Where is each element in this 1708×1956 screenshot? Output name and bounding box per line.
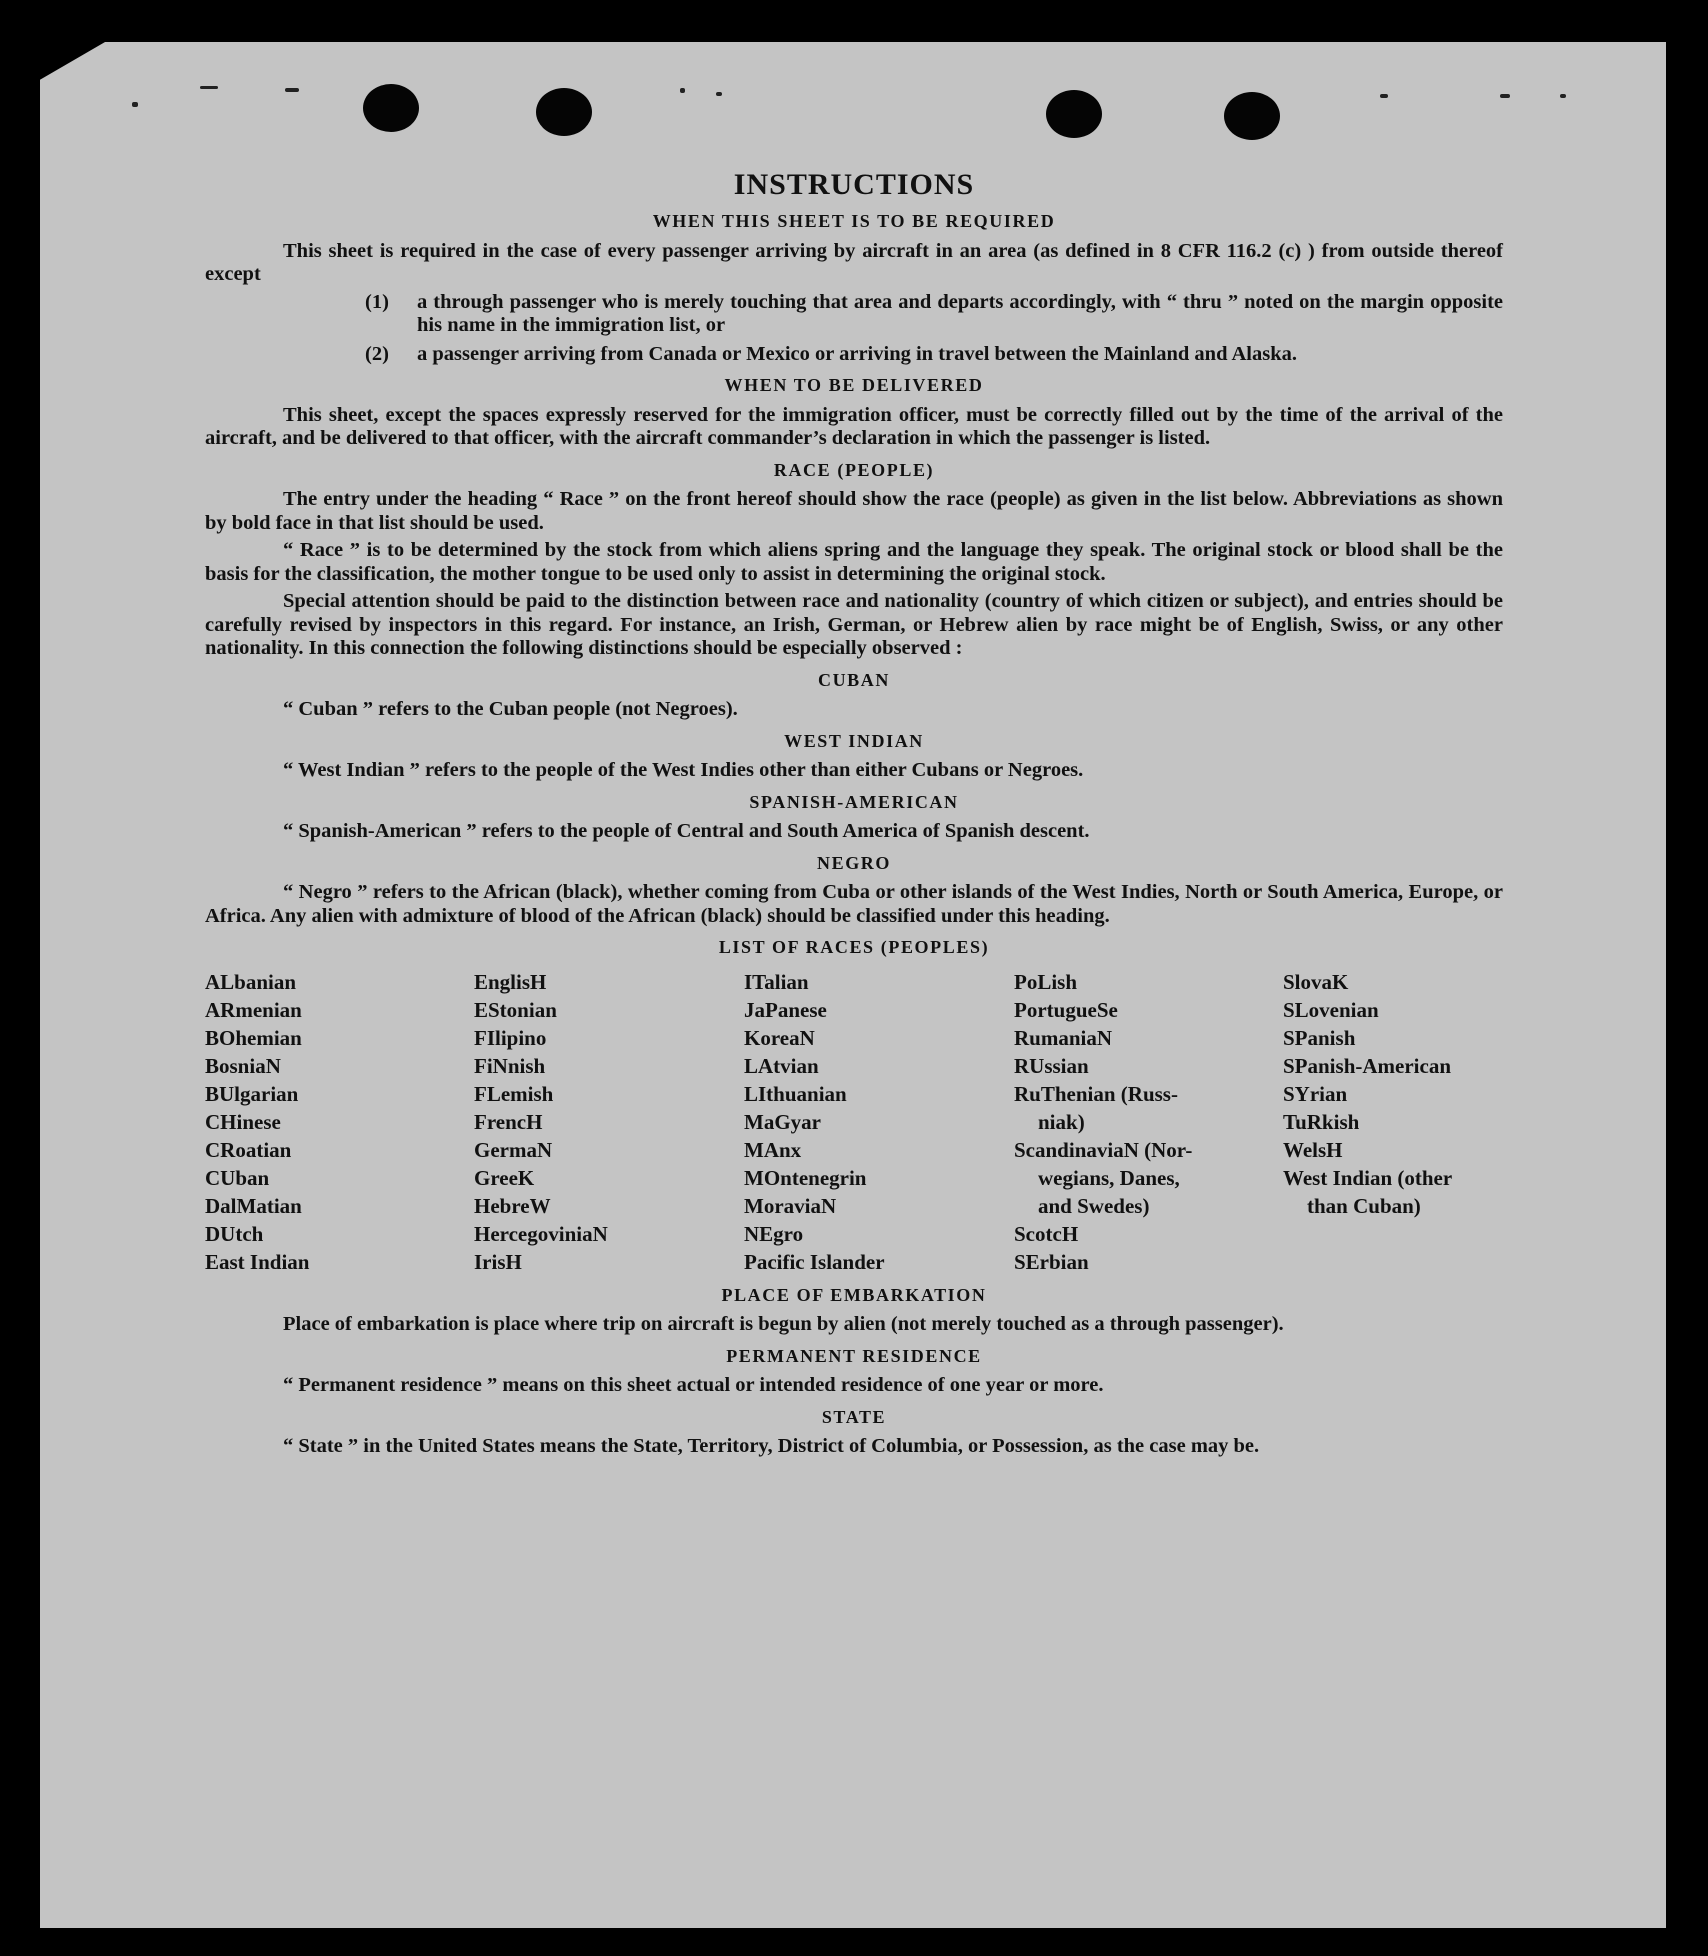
race-item: BUlgarian — [205, 1081, 299, 1106]
race-item: JaPanese — [744, 997, 827, 1022]
section-delivered — [205, 374, 1503, 451]
list-number: (1) — [365, 290, 389, 313]
race-item: ALbanian — [205, 969, 297, 994]
race-item: NEgro — [744, 1221, 804, 1246]
list-text: a passenger arriving from Canada or Mexico or arriving in travel between the Mainland and Alaska. — [417, 342, 1297, 365]
instructions-content — [205, 168, 1503, 1463]
punch-hole — [1046, 90, 1102, 138]
paragraph: “ Race ” is to be determined by the stock from which aliens spring and the language they speak. The original stock or blood shall be the basis for the classification, the mother tongue to be used only to assist in determining the original stock. — [205, 539, 1503, 585]
exception-list — [365, 291, 1503, 367]
race-item: West Indian (other — [1283, 1165, 1453, 1190]
list-number: (2) — [365, 342, 389, 365]
scan-speck — [1500, 94, 1510, 98]
race-item: SYrian — [1283, 1081, 1348, 1106]
section-heading: NEGRO — [816, 852, 891, 873]
race-item: FiNnish — [474, 1053, 546, 1078]
race-item: MAnx — [744, 1137, 802, 1162]
punch-hole — [536, 88, 592, 136]
race-item: ScandinaviaN (Nor- — [1014, 1137, 1193, 1162]
scan-speck — [132, 102, 138, 107]
races-heading: LIST OF RACES (PEOPLES) — [718, 937, 990, 957]
race-item: Pacific Islander — [744, 1249, 885, 1274]
scan-speck — [200, 86, 218, 89]
race-item: SlovaK — [1283, 969, 1349, 994]
race-item: EnglisH — [474, 969, 547, 994]
paragraph: This sheet is required in the case of every passenger arriving by aircraft in an area (as defined in 8 CFR 116.2 (c) ) from outside thereof except — [205, 239, 1503, 285]
scan-speck — [716, 92, 722, 96]
race-item: ITalian — [744, 969, 809, 994]
race-column — [744, 968, 1014, 1276]
race-item: CUban — [205, 1165, 270, 1190]
race-item: niak) — [1038, 1109, 1085, 1134]
race-item: IrisH — [474, 1249, 522, 1274]
race-item: MaGyar — [744, 1109, 821, 1134]
race-item: LAtvian — [744, 1053, 819, 1078]
race-item: RuThenian (Russ- — [1014, 1081, 1178, 1106]
list-item — [365, 291, 1503, 338]
race-item: MOntenegrin — [744, 1165, 867, 1190]
races-table — [205, 968, 1503, 1276]
race-item: HebreW — [474, 1193, 551, 1218]
section-heading: SPANISH-AMERICAN — [749, 791, 959, 812]
race-item: DalMatian — [205, 1193, 302, 1218]
scan-speck — [1560, 94, 1566, 98]
race-item: PortugueSe — [1014, 997, 1118, 1022]
race-item: TuRkish — [1283, 1109, 1360, 1134]
section-required — [205, 210, 1503, 366]
section-race — [205, 459, 1503, 661]
race-item: RUssian — [1014, 1053, 1089, 1078]
section-heading: WHEN THIS SHEET IS TO BE REQUIRED — [652, 211, 1056, 231]
race-item: ARmenian — [205, 997, 302, 1022]
punch-hole — [363, 84, 419, 132]
section-heading: CUBAN — [817, 669, 890, 690]
race-item: LIthuanian — [744, 1081, 847, 1106]
race-item: RumaniaN — [1014, 1025, 1113, 1050]
race-item: KoreaN — [744, 1025, 815, 1050]
section-west-indian — [205, 730, 1503, 783]
section-permanent-residence — [205, 1345, 1503, 1398]
race-item: SErbian — [1014, 1249, 1089, 1274]
paragraph: This sheet, except the spaces expressly reserved for the immigration officer, must be correctly filled out by the time of the arrival of the aircraft, and be delivered to that officer, with the aircraft commander’s declaration in which the passenger is listed. — [205, 403, 1503, 449]
race-item: SLovenian — [1283, 997, 1379, 1022]
scan-speck — [680, 88, 685, 93]
paragraph: Special attention should be paid to the distinction between race and nationality (country of which citizen or subject), and entries should be carefully revised by inspectors in this regard. For instance, an Irish, German, or Hebrew alien by race might be of English, Swiss, or any other nationality. In this connection the following distinctions should be especially observed : — [205, 590, 1503, 659]
list-item — [365, 343, 1503, 367]
punch-hole — [1224, 92, 1280, 140]
section-spanish-american — [205, 791, 1503, 844]
section-heading: PERMANENT RESIDENCE — [726, 1345, 982, 1366]
race-item: than Cuban) — [1307, 1193, 1421, 1218]
race-item: wegians, Danes, — [1038, 1165, 1180, 1190]
race-item: BosniaN — [205, 1053, 281, 1078]
section-heading: WEST INDIAN — [784, 730, 924, 751]
page-title: INSTRUCTIONS — [733, 168, 975, 201]
paragraph: “ West Indian ” refers to the people of the West Indies other than either Cubans or Negroes. — [283, 759, 1084, 781]
race-item: FLemish — [474, 1081, 554, 1106]
race-item: HercegoviniaN — [474, 1221, 608, 1246]
race-item: FrencH — [474, 1109, 543, 1134]
race-item: BOhemian — [205, 1025, 302, 1050]
race-item: WelsH — [1283, 1137, 1343, 1162]
race-item: East Indian — [205, 1249, 310, 1274]
section-heading: WHEN TO BE DELIVERED — [724, 375, 984, 395]
race-item: EStonian — [474, 997, 557, 1022]
paragraph: “ Cuban ” refers to the Cuban people (not Negroes). — [283, 698, 738, 720]
list-text: a through passenger who is merely touching that area and departs accordingly, with “ thru ” noted on the margin opposite his name in the immigration list, or — [417, 290, 1503, 336]
race-column — [1014, 968, 1283, 1276]
race-item: CRoatian — [205, 1137, 292, 1162]
section-heading: RACE (PEOPLE) — [773, 459, 935, 480]
race-item: and Swedes) — [1038, 1193, 1150, 1218]
race-item: SPanish — [1283, 1025, 1356, 1050]
race-item: GermaN — [474, 1137, 553, 1162]
paragraph: “ Permanent residence ” means on this sheet actual or intended residence of one year or more. — [283, 1374, 1104, 1396]
section-cuban — [205, 669, 1503, 722]
section-heading: STATE — [821, 1406, 887, 1427]
paragraph: “ State ” in the United States means the State, Territory, District of Columbia, or Possession, as the case may be. — [283, 1435, 1260, 1457]
scan-speck — [1380, 94, 1388, 98]
race-item: GreeK — [474, 1165, 535, 1190]
paragraph: “ Spanish-American ” refers to the people of Central and South America of Spanish descent. — [283, 820, 1090, 842]
race-item: DUtch — [205, 1221, 264, 1246]
paragraph: “ Negro ” refers to the African (black), whether coming from Cuba or other islands of the West Indies, North or South America, Europe, or Africa. Any alien with admixture of blood of the African (black) should be classified under this heading. — [205, 881, 1503, 927]
section-state — [205, 1406, 1503, 1459]
race-column — [1283, 968, 1503, 1276]
race-column — [205, 968, 474, 1276]
section-negro — [205, 852, 1503, 929]
race-item: SPanish-American — [1283, 1053, 1451, 1078]
race-item: FIlipino — [474, 1025, 547, 1050]
race-item: MoraviaN — [744, 1193, 837, 1218]
race-item: CHinese — [205, 1109, 281, 1134]
paragraph: The entry under the heading “ Race ” on the front hereof should show the race (people) as given in the list below. Abbreviations as shown by bold face in that list should be used. — [205, 488, 1503, 534]
section-embarkation — [205, 1284, 1503, 1337]
race-item: PoLish — [1014, 969, 1078, 994]
paragraph: Place of embarkation is place where trip on aircraft is begun by alien (not merely touched as a through passenger). — [283, 1313, 1284, 1335]
race-column — [474, 968, 744, 1276]
race-item: ScotcH — [1014, 1221, 1079, 1246]
scan-speck — [285, 88, 299, 92]
section-heading: PLACE OF EMBARKATION — [721, 1284, 987, 1305]
